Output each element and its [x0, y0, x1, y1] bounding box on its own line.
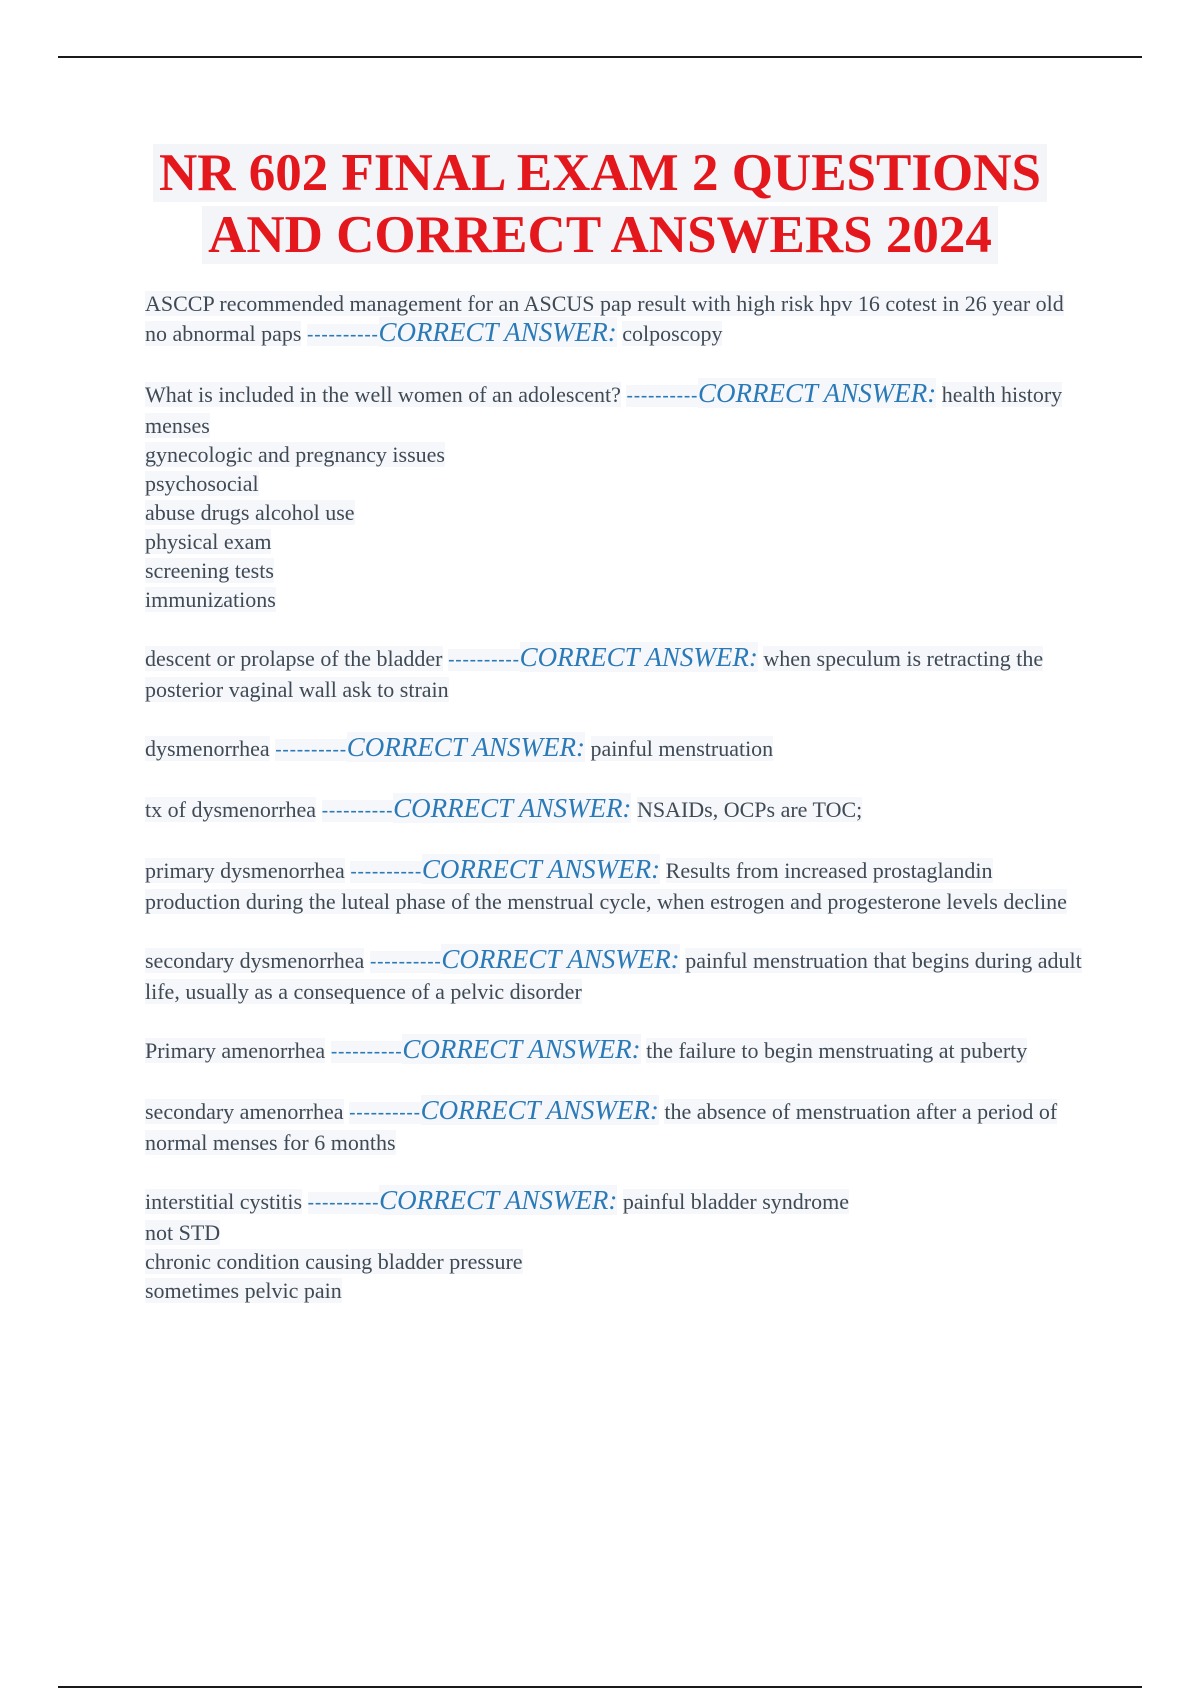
answer-separator: ----------: [307, 1192, 380, 1214]
correct-answer-label: CORRECT ANSWER:: [346, 732, 585, 762]
question-text: secondary dysmenorrhea: [145, 948, 365, 973]
question-text: Primary amenorrhea: [145, 1038, 326, 1063]
answer-extra-line: screening tests: [145, 558, 274, 583]
answer-separator: ----------: [350, 861, 422, 883]
question-text: secondary amenorrhea: [145, 1099, 344, 1124]
answer-extra-line: sometimes pelvic pain: [145, 1278, 342, 1303]
correct-answer-label: CORRECT ANSWER:: [698, 378, 937, 408]
question-text: tx of dysmenorrhea: [145, 797, 317, 822]
answer-separator: ----------: [330, 1041, 403, 1063]
answer-text: NSAIDs, OCPs are TOC;: [636, 797, 863, 822]
correct-answer-label: CORRECT ANSWER:: [378, 317, 617, 347]
qa-item: [145, 1096, 1085, 1157]
correct-answer-label: CORRECT ANSWER:: [519, 642, 758, 672]
question-text: descent or prolapse of the bladder: [145, 646, 443, 671]
qa-item: [145, 1186, 1085, 1305]
answer-extra-line: menses: [145, 413, 210, 438]
title-line-1: NR 602 FINAL EXAM 2 QUESTIONS: [153, 144, 1047, 202]
answer-extra-line: gynecologic and pregnancy issues: [145, 442, 445, 467]
qa-item: [145, 945, 1085, 1006]
answer-text: painful menstruation that begins during adult life, usually as a consequence of a pelvic disorder: [145, 948, 1082, 1004]
question-text: primary dysmenorrhea: [145, 858, 345, 883]
answer-text: painful menstruation: [590, 736, 774, 761]
question-text: ASCCP recommended management for an ASCUS pap result with high risk hpv 16 cotest in 26 year old no abnormal paps: [145, 291, 1064, 346]
answer-text: when speculum is retracting the posterior vaginal wall ask to strain: [145, 646, 1044, 702]
answer-separator: ----------: [321, 800, 394, 822]
qa-item: [145, 289, 1085, 350]
qa-item: [145, 379, 1085, 614]
answer-text: painful bladder syndrome: [622, 1189, 849, 1214]
qa-item: [145, 855, 1085, 916]
answer-separator: ----------: [349, 1102, 421, 1124]
answer-extra-line: not STD: [145, 1220, 221, 1245]
answer-extra-line: immunizations: [145, 587, 276, 612]
answer-separator: ----------: [448, 649, 520, 671]
question-text: What is included in the well women of an adolescent?: [145, 382, 621, 407]
qa-item: [145, 794, 1085, 826]
qa-list: [145, 289, 1085, 1334]
title-line-2: AND CORRECT ANSWERS 2024: [202, 206, 998, 264]
document-title: [0, 142, 1200, 266]
correct-answer-label: CORRECT ANSWER:: [420, 1095, 659, 1125]
answer-extra-line: physical exam: [145, 529, 272, 554]
answer-separator: ----------: [306, 324, 379, 346]
bottom-rule: [58, 1686, 1142, 1688]
answer-text: the failure to begin menstruating at puberty: [646, 1038, 1028, 1063]
answer-separator: ----------: [275, 739, 347, 761]
question-text: dysmenorrhea: [145, 736, 270, 761]
qa-item: [145, 1035, 1085, 1067]
answer-text: health history: [941, 382, 1063, 407]
answer-text: colposcopy: [622, 321, 723, 346]
answer-extra-line: abuse drugs alcohol use: [145, 500, 355, 525]
correct-answer-label: CORRECT ANSWER:: [402, 1034, 641, 1064]
correct-answer-label: CORRECT ANSWER:: [379, 1185, 618, 1215]
correct-answer-label: CORRECT ANSWER:: [421, 854, 661, 884]
answer-extra-line: psychosocial: [145, 471, 259, 496]
answer-text: Results from increased prostaglandin production during the luteal phase of the menstrual cycle, when estrogen and progesterone levels decline: [145, 858, 1067, 914]
answer-text: the absence of menstruation after a period of normal menses for 6 months: [145, 1099, 1058, 1155]
answer-separator: ----------: [626, 385, 699, 407]
correct-answer-label: CORRECT ANSWER:: [441, 944, 680, 974]
qa-item: [145, 643, 1085, 704]
qa-item: [145, 733, 1085, 765]
answer-separator: ----------: [369, 951, 442, 973]
top-rule: [58, 56, 1142, 58]
correct-answer-label: CORRECT ANSWER:: [393, 793, 632, 823]
answer-extra-line: chronic condition causing bladder pressure: [145, 1249, 523, 1274]
question-text: interstitial cystitis: [145, 1189, 303, 1214]
